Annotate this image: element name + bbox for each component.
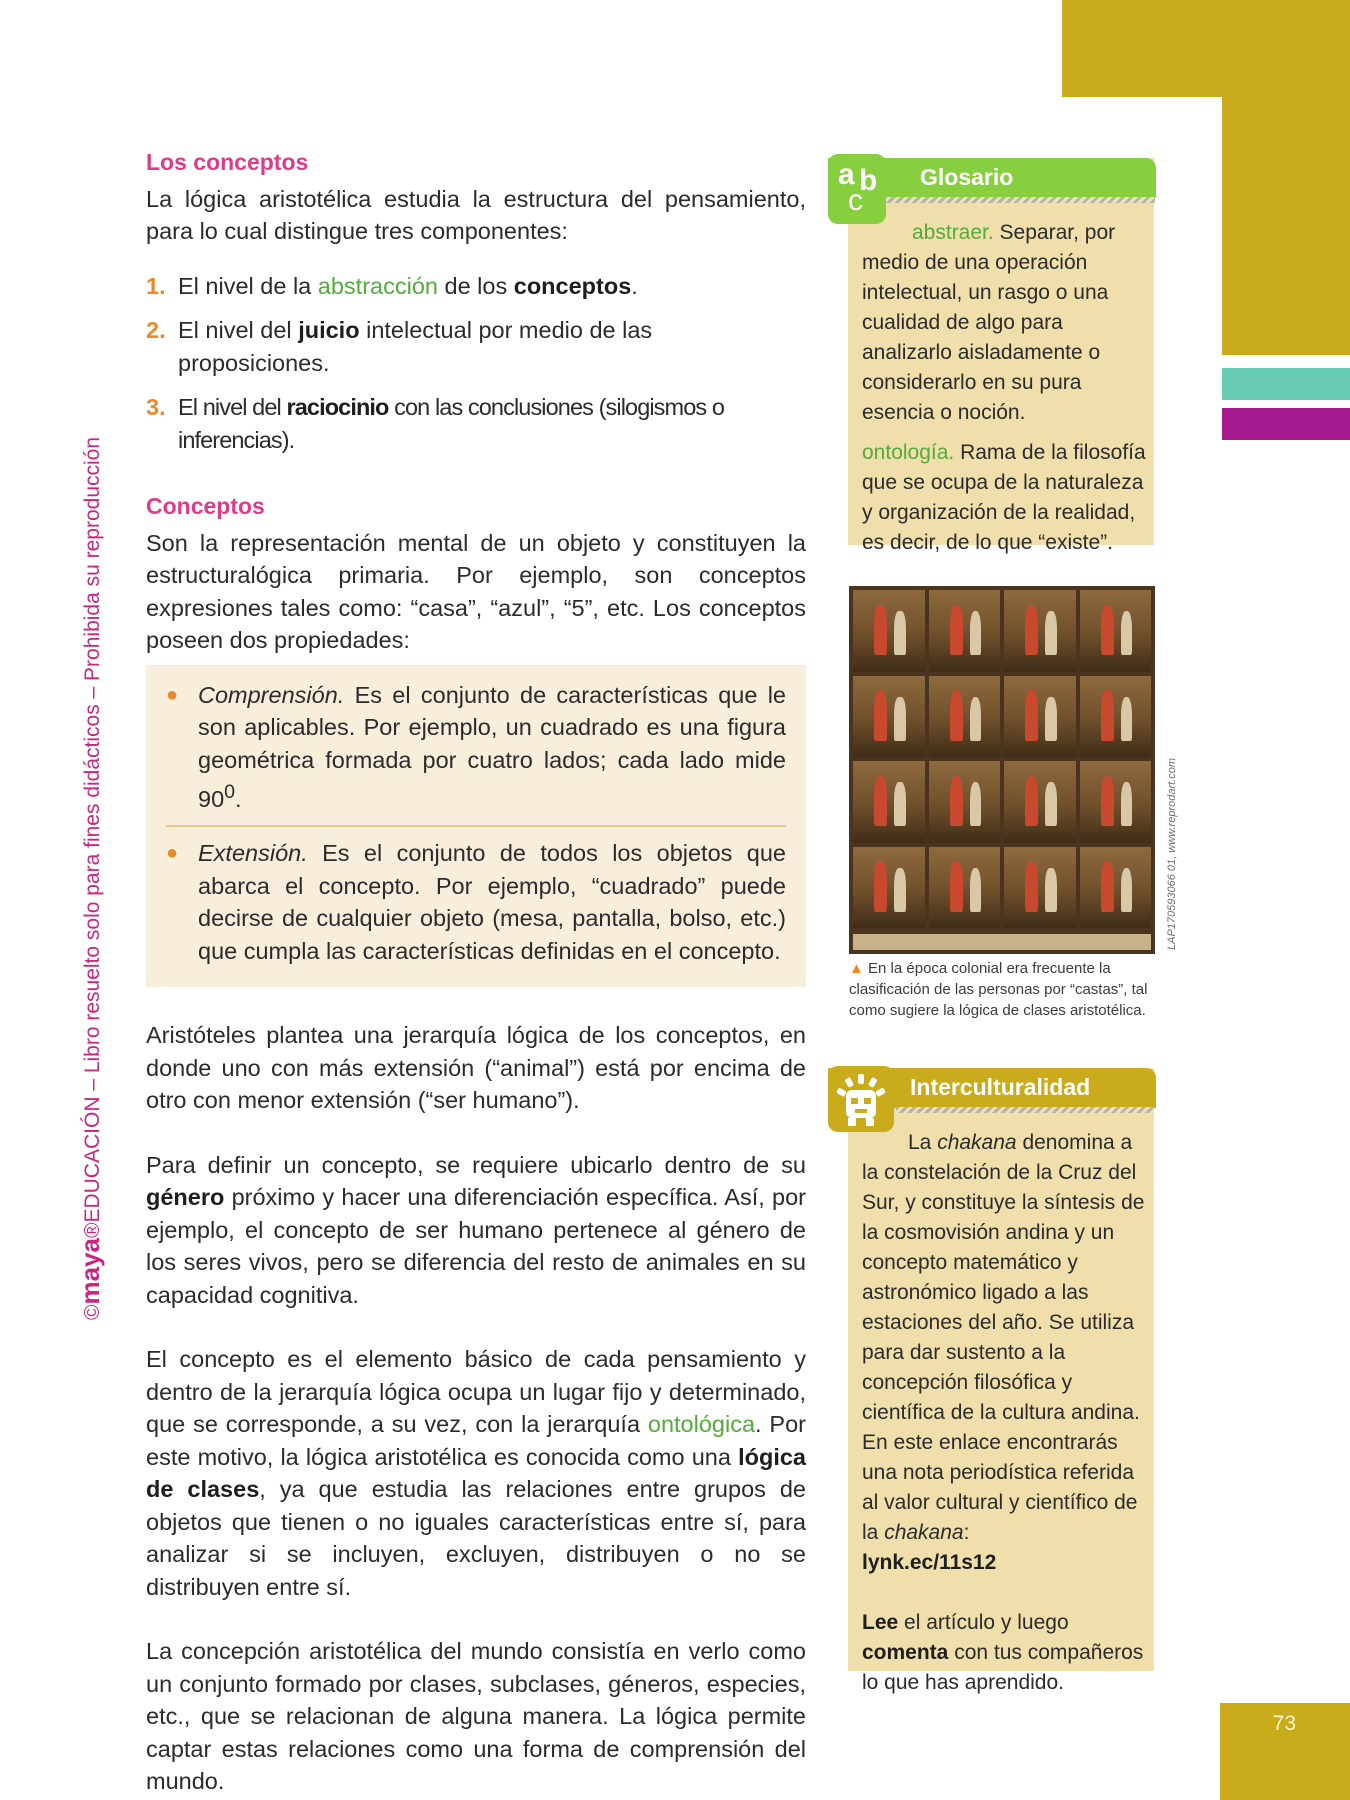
decorative-corner-block — [1062, 0, 1350, 97]
glossary-entry: abstraer. Separar, por medio de una operación intelectual, un rasgo o una cualidad de algo para analizarlo aisladamente o considerarlo en su pura esencia o noción. — [862, 221, 1116, 424]
property-comprehension: ● Comprensión. Es el conjunto de características que le son aplicables. Por ejemplo, un cuadrado es una figura geométrica formada por cuatro lados; cada lado mide $90^0$. — [166, 679, 786, 816]
list-item: 1. El nivel de la abstracción de los conceptos. — [146, 272, 638, 299]
classes-paragraph: El concepto es el elemento básico de cada pensamiento y dentro de la jerarquía lógica ocupa un lugar fijo y determinado, que se corresponde, a su vez, con la jerarquía ontológica. Por este motivo, la lógica aristotélica es conocida como una lógica de clases, ya que estudia las relaciones entre grupos de objetos que tienen o no iguales características entre sí, para analizar si se incluyen, excluyen, distribuyen o no se distribuyen entre sí. — [146, 1346, 806, 1600]
castas-painting-image — [849, 586, 1155, 954]
properties-box — [146, 665, 806, 988]
intro-paragraph: La lógica aristotélica estudia la estructura del pensamiento, para lo cual distingue tres componentes: — [146, 185, 806, 244]
article-link[interactable]: lynk.ec/11s12 — [862, 1551, 997, 1574]
interculturality-title: Interculturalidad — [910, 1074, 1091, 1100]
photo-credit: LAP170593066 01, www.reprodart.com — [1166, 757, 1178, 950]
decorative-magenta-tab — [1222, 408, 1350, 440]
decorative-side-block — [1222, 97, 1350, 355]
glossary-stripe — [875, 197, 1155, 203]
bullet-icon: ● — [166, 683, 179, 706]
side-credit-text: EDUCACIÓN – Libro resuelto solo para fines didácticos – Prohibida su reproducción — [81, 436, 104, 1223]
interculturality-body — [862, 1128, 1146, 1698]
components-list — [146, 270, 806, 457]
brand-logo-text: maya — [75, 1238, 105, 1305]
glossary-title: Glosario — [920, 164, 1014, 190]
interculturality-paragraph: La chakana denomina a la constelación de la Cruz del Sur, y constituye la síntesis de la cosmovisión andina y un concepto matemático y astronómico ligado a las estaciones del año. Se utiliza para dar sustento a la concepción filosófica y científica de la cultura andina. En este enlace encontrarás una nota periodística referida al valor cultural y científico de la chakana: — [862, 1131, 1145, 1544]
interculturality-stripe — [896, 1107, 1154, 1113]
activity-paragraph: Lee el artículo y luego comenta con tus compañeros lo que has aprendido. — [862, 1611, 1144, 1694]
glossary-entry: ontología. Rama de la filosofía que se ocupa de la naturaleza y organización de la realidad, es decir, de lo que “existe”. — [862, 441, 1146, 554]
page-number: 73 — [1272, 1712, 1296, 1735]
list-item: 3. El nivel del raciocinio con las conclusiones (silogismos o inferencias). — [146, 394, 725, 453]
glossary-abc-icon: a b c — [828, 154, 886, 224]
section-title-conceptos: Conceptos — [146, 493, 265, 519]
bullet-icon: ● — [166, 842, 179, 865]
image-caption: ▲ En la época colonial era frecuente la clasificación de las personas por “castas”, tal como sugiere la lógica de clases aristotélica. — [849, 960, 1148, 1019]
interculturality-icon — [828, 1066, 894, 1132]
caption-triangle-icon: ▲ — [849, 960, 864, 977]
section-title-los-conceptos: Los conceptos — [146, 149, 309, 175]
concepts-intro-paragraph: Son la representación mental de un objeto y constituyen la estructuralógica primaria. Por ejemplo, son conceptos expresiones tales como: “casa”, “azul”, “5”, etc. Los conceptos poseen dos propiedades: — [146, 529, 806, 653]
property-extension: ● Extensión. Es el conjunto de todos los objetos que abarca el concepto. Por ejemplo, “cuadrado” puede decirse de cualquier objeto (mesa, pantalla, bolso, etc.) que cumpla las características definidas en el concepto. — [166, 825, 786, 967]
registered-symbol: ® — [81, 1222, 104, 1239]
hierarchy-paragraph: Aristóteles plantea una jerarquía lógica de los conceptos, en donde uno con más extensión (“animal”) está por encima de otro con menor extensión (“ser humano”). — [146, 1022, 806, 1114]
side-credit — [70, 436, 110, 1320]
definition-paragraph: Para definir un concepto, se requiere ubicarlo dentro de su género próximo y hacer una diferenciación específica. Así, por ejemplo, el concepto de ser humano pertenece al género de los seres vivos, pero se diferencia del resto de animales en su capacidad cognitiva. — [146, 1151, 806, 1308]
main-column — [146, 146, 806, 1798]
list-item: 2. El nivel del juicio intelectual por medio de las proposiciones. — [146, 317, 653, 376]
glossary-body — [862, 218, 1146, 568]
worldview-paragraph: La concepción aristotélica del mundo consistía en verlo como un conjunto formado por clases, subclases, géneros, especies, etc., que se relacionan de alguna manera. La lógica permite captar estas relaciones como una forma de comprensión del mundo. — [146, 1638, 806, 1795]
decorative-teal-tab — [1222, 368, 1350, 400]
copyright-symbol: © — [81, 1304, 104, 1320]
